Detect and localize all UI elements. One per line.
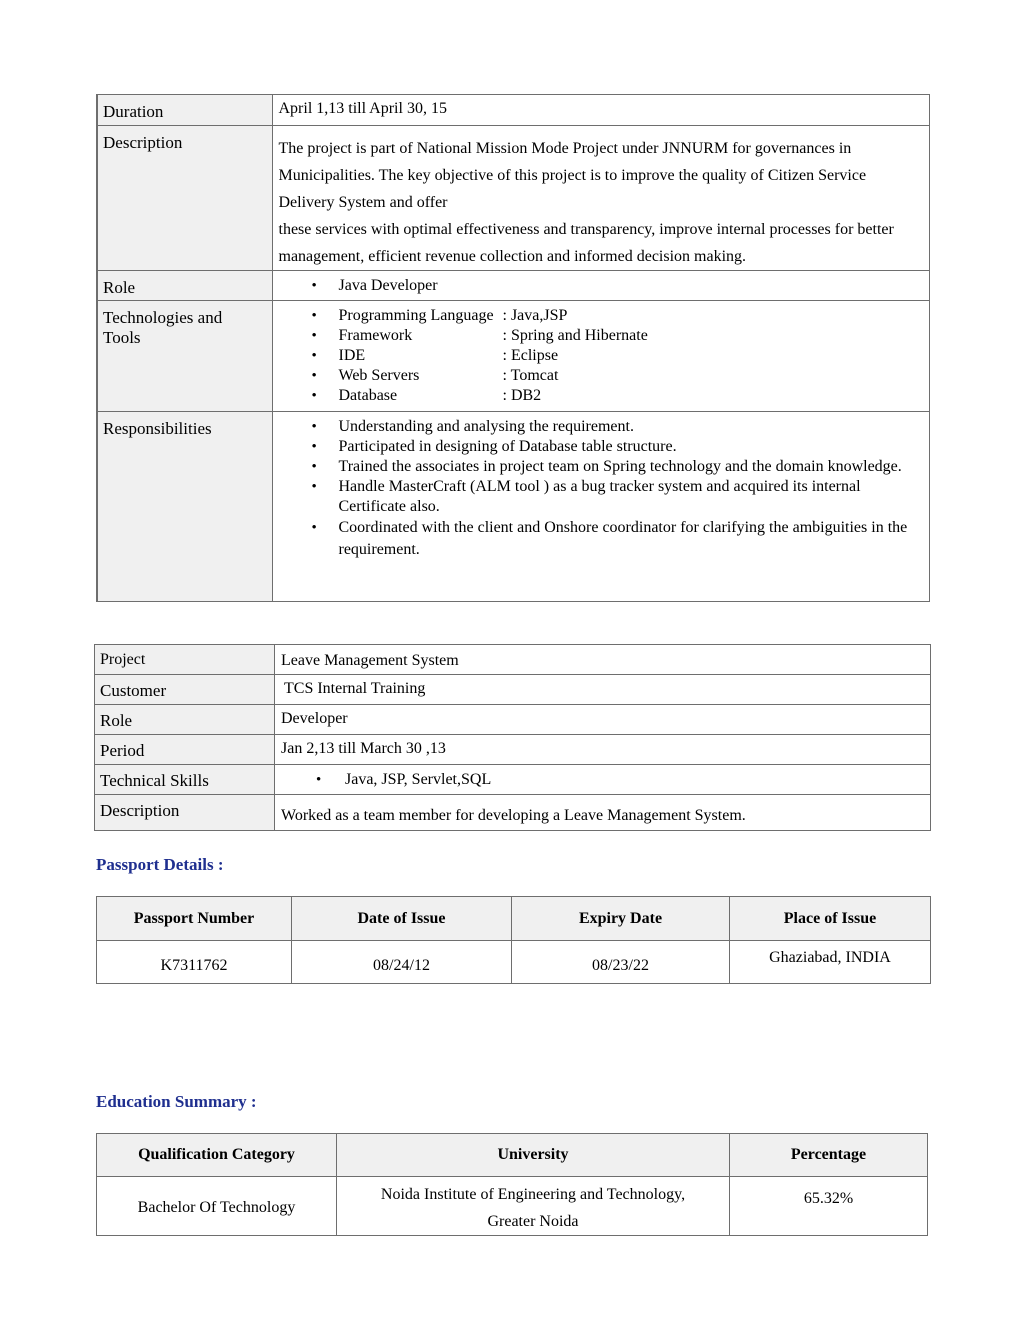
university	[337, 1177, 730, 1236]
tech-value: : DB2	[502, 387, 542, 404]
table-header-row	[97, 897, 931, 941]
tech-key: IDE	[338, 347, 366, 364]
role2-row	[95, 705, 931, 735]
list-item: • Handle MasterCraft (ALM tool ) as a bug tracker system and acquired its internal Certificate also.	[279, 477, 926, 517]
list-item: • Coordinated with the client and Onshore coordinator for clarifying the ambiguities in the requirement.	[279, 517, 926, 561]
issue-date: 08/24/12	[292, 941, 512, 984]
passport-table	[96, 896, 931, 984]
skills-value	[275, 765, 931, 795]
tech-value: : Spring and Hibernate	[502, 327, 648, 344]
column-header: Place of Issue	[730, 897, 931, 941]
description2-value: Worked as a team member for developing a Leave Management System.	[275, 795, 931, 831]
role2-value: Developer	[275, 705, 931, 735]
column-header: Percentage	[730, 1134, 928, 1177]
column-header: University	[337, 1134, 730, 1177]
column-header: Passport Number	[97, 897, 292, 941]
passport-number: K7311762	[97, 941, 292, 984]
responsibilities-row	[97, 412, 930, 602]
tech-key: Framework	[338, 327, 413, 344]
list-item: • Java, JSP, Servlet,SQL	[281, 770, 926, 790]
tech-value: : Tomcat	[502, 367, 559, 384]
technologies-label	[97, 301, 272, 412]
education-table	[96, 1133, 928, 1236]
responsibilities-value	[272, 412, 930, 602]
project-details-table	[96, 94, 930, 602]
role-value	[272, 271, 930, 301]
description-line: these services with optimal effectiveness and transparency, improve internal processes for better	[278, 221, 894, 238]
technologies-label-line: Technologies and	[103, 308, 223, 327]
tech-value: : Eclipse	[502, 347, 559, 364]
list-item	[279, 366, 926, 386]
customer-label: Customer	[95, 675, 275, 705]
list-item: • Trained the associates in project team on Spring technology and the domain knowledge.	[279, 457, 926, 477]
project-value: Leave Management System	[275, 645, 931, 675]
list-item	[279, 306, 926, 326]
description-line: Delivery System and offer	[278, 194, 448, 211]
tech-key: Programming Language	[338, 307, 494, 324]
description-row	[97, 126, 930, 271]
description-line: The project is part of National Mission Mode Project under JNNURM for governances in	[278, 140, 852, 157]
education-heading: Education Summary :	[96, 1092, 257, 1111]
tech-value: : Java,JSP	[502, 307, 568, 324]
description2-row	[95, 795, 931, 831]
list-item	[279, 326, 926, 346]
role2-label: Role	[95, 705, 275, 735]
percentage: 65.32%	[730, 1177, 928, 1236]
period-value: Jan 2,13 till March 30 ,13	[275, 735, 931, 765]
qualification: Bachelor Of Technology	[97, 1177, 337, 1236]
description-label: Description	[97, 126, 272, 271]
technologies-row	[97, 301, 930, 412]
university-line: Noida Institute of Engineering and Technology,	[380, 1186, 686, 1203]
responsibilities-label: Responsibilities	[97, 412, 272, 602]
list-item	[279, 346, 926, 366]
description-line: Municipalities. The key objective of this project is to improve the quality of Citizen Service	[278, 167, 867, 184]
period-label: Period	[95, 735, 275, 765]
role-label: Role	[97, 271, 272, 301]
expiry-date: 08/23/22	[512, 941, 730, 984]
list-item	[279, 386, 926, 406]
description-line: management, efficient revenue collection and informed decision making.	[278, 248, 747, 265]
skills-row	[95, 765, 931, 795]
list-item: • Understanding and analysing the requirement.	[279, 417, 926, 437]
place-of-issue: Ghaziabad, INDIA	[730, 941, 931, 984]
description-value	[272, 126, 930, 271]
project-row	[95, 645, 931, 675]
duration-row	[97, 95, 930, 126]
list-item: • Participated in designing of Database table structure.	[279, 437, 926, 457]
tech-key: Database	[338, 387, 398, 404]
column-header: Qualification Category	[97, 1134, 337, 1177]
description2-label: Description	[95, 795, 275, 831]
customer-value: TCS Internal Training	[275, 675, 931, 705]
table-row	[97, 1177, 928, 1236]
period-row	[95, 735, 931, 765]
duration-value: April 1,13 till April 30, 15	[272, 95, 930, 126]
university-line: Greater Noida	[487, 1213, 579, 1230]
table-row	[97, 941, 931, 984]
column-header: Date of Issue	[292, 897, 512, 941]
role-row	[97, 271, 930, 301]
duration-label: Duration	[97, 95, 272, 126]
project2-details-table	[94, 644, 931, 831]
tech-key: Web Servers	[338, 367, 420, 384]
table-header-row	[97, 1134, 928, 1177]
skills-label: Technical Skills	[95, 765, 275, 795]
column-header: Expiry Date	[512, 897, 730, 941]
project-label: Project	[95, 645, 275, 675]
technologies-label-line: Tools	[103, 327, 141, 347]
passport-heading: Passport Details :	[96, 855, 224, 874]
customer-row	[95, 675, 931, 705]
technologies-value	[272, 301, 930, 412]
list-item: • Java Developer	[279, 276, 926, 296]
